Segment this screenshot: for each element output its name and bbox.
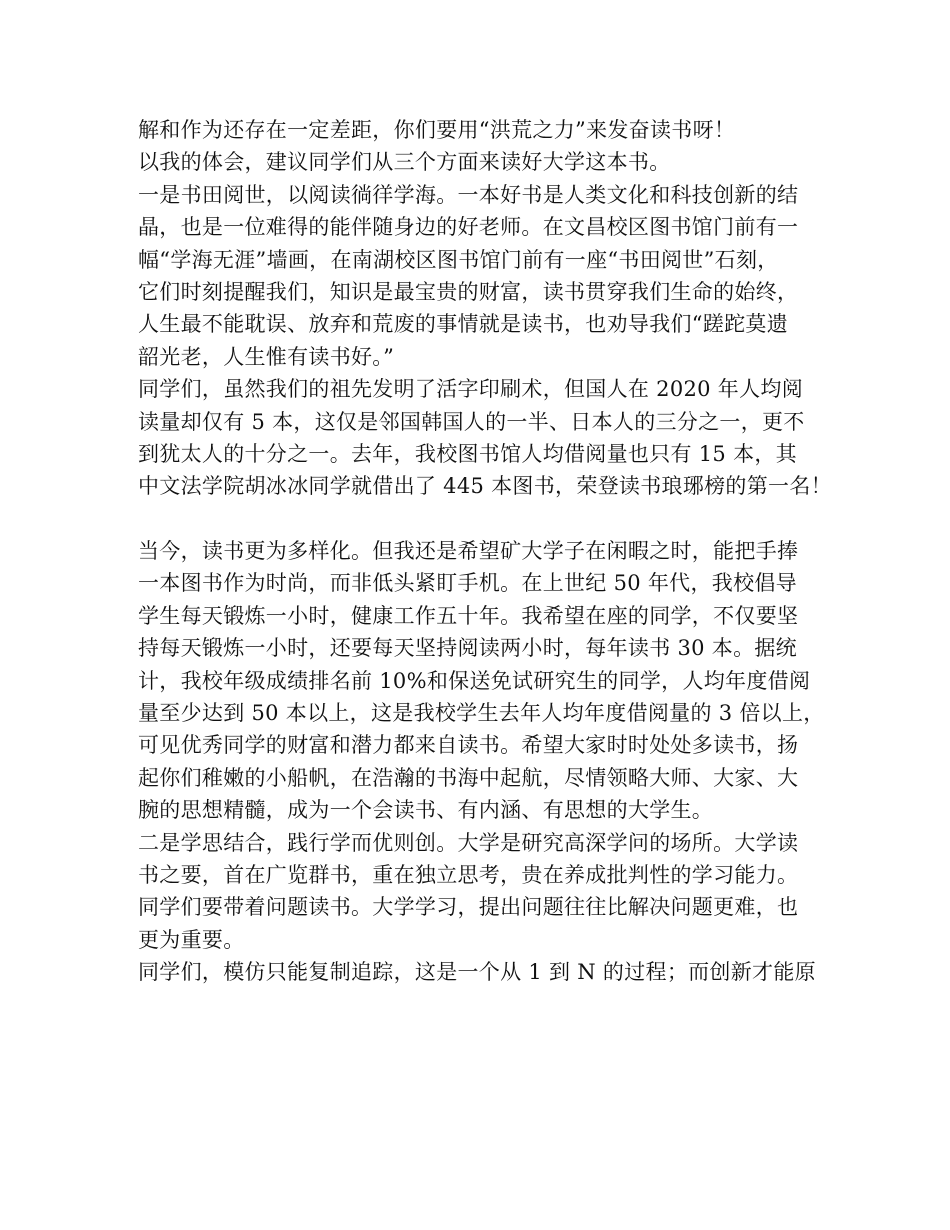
text-line: 它们时刻提醒我们，知识是最宝贵的财富，读书贯穿我们生命的始终， <box>138 279 799 304</box>
text-line: 当今，读书更为多样化。但我还是希望矿大学子在闲暇之时，能把手捧 <box>138 539 799 564</box>
text-line: 起你们稚嫩的小船帆，在浩瀚的书海中起航，尽情领略大师、大家、大 <box>138 765 799 790</box>
text-line: 二是学思结合，践行学而优则创。大学是研究高深学问的场所。大学读 <box>138 830 799 855</box>
text-line: 人生最不能耽误、放弃和荒废的事情就是读书，也劝导我们“蹉跎莫遗 <box>138 312 789 337</box>
text-line: 持每天锻炼一小时，还要每天坚持阅读两小时，每年读书 30 本。据统 <box>138 636 797 661</box>
text-line: 以我的体会，建议同学们从三个方面来读好大学这本书。 <box>138 150 671 175</box>
text-line: 学生每天锻炼一小时，健康工作五十年。我希望在座的同学，不仅要坚 <box>138 603 799 628</box>
text-line: 读量却仅有 5 本，这仅是邻国韩国人的一半、日本人的三分之一，更不 <box>138 409 805 434</box>
text-line: 更为重要。 <box>138 927 245 952</box>
text-line: 同学们，模仿只能复制追踪，这是一个从 1 到 N 的过程；而创新才能原 <box>138 960 816 985</box>
text-line: 中文法学院胡冰冰同学就借出了 445 本图书，荣登读书琅琊榜的第一名！ <box>138 474 832 499</box>
text-line: 同学们，虽然我们的祖先发明了活字印刷术，但国人在 2020 年人均阅 <box>138 377 803 402</box>
text-line: 幅“学海无涯”墙画，在南湖校区图书馆门前有一座“书田阅世”石刻， <box>138 247 779 272</box>
text-line: 到犹太人的十分之一。去年，我校图书馆人均借阅量也只有 15 本，其 <box>138 441 797 466</box>
text-line: 同学们要带着问题读书。大学学习，提出问题往往比解决问题更难，也 <box>138 895 799 920</box>
paragraph-gap <box>138 503 838 535</box>
text-line: 韶光老，人生惟有读书好。” <box>138 344 395 369</box>
text-line: 可见优秀同学的财富和潜力都来自读书。希望大家时时处处多读书，扬 <box>138 733 799 758</box>
text-line: 书之要，首在广览群书，重在独立思考，贵在养成批判性的学习能力。 <box>138 862 799 887</box>
text-line: 计，我校年级成绩排名前 10%和保送免试研究生的同学，人均年度借阅 <box>138 668 811 693</box>
text-line: 腕的思想精髓，成为一个会读书、有内涵、有思想的大学生。 <box>138 798 714 823</box>
body-text <box>138 114 838 989</box>
text-line: 一本图书作为时尚，而非低头紧盯手机。在上世纪 50 年代，我校倡导 <box>138 571 797 596</box>
text-line: 一是书田阅世，以阅读徜徉学海。一本好书是人类文化和科技创新的结 <box>138 182 799 207</box>
text-line: 晶，也是一位难得的能伴随身边的好老师。在文昌校区图书馆门前有一 <box>138 215 799 240</box>
text-line: 量至少达到 50 本以上，这是我校学生去年人均年度借阅量的 3 倍以上， <box>138 701 825 726</box>
text-line: 解和作为还存在一定差距，你们要用“洪荒之力”来发奋读书呀！ <box>138 118 736 142</box>
